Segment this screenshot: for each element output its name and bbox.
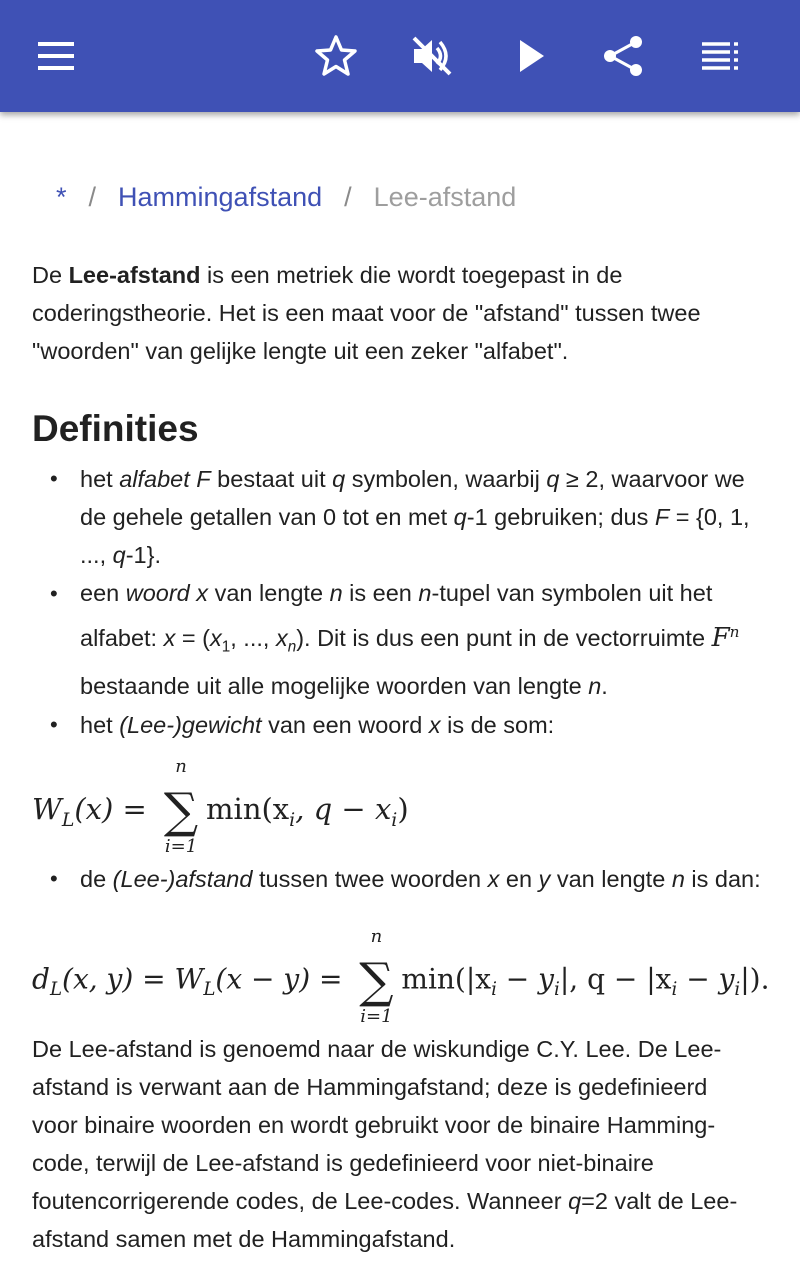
intro-paragraph: [32, 256, 772, 370]
outro-text: De Lee-afstand is genoemd naar de wiskundige C.Y. Lee. De Lee-afstand is verwant aan de Hammingafstand; deze is gedefinieerd voor binaire woorden en wordt gebruikt voor de binaire Hamming-code, terwijl de Lee-afstand is gedefinieerd voor niet-binaire foutencorrigerende codes, de Lee-codes. Wanneer: [32, 1036, 722, 1214]
list-item: • het alfabet F bestaat uit q symbolen, waarbij q ≥ 2, waarvoor we de gehele getallen van 0 tot en met q-1 gebruiken; dus F = {0, 1, ..., q-1}.: [32, 460, 772, 574]
app-bar: [0, 0, 800, 112]
intro-term: Lee-afstand: [68, 262, 201, 288]
sum-symbol: n ∑ i=1: [359, 926, 394, 1027]
breadcrumb-separator: /: [344, 182, 352, 212]
definitions-list: [32, 460, 772, 744]
mute-icon: [410, 34, 454, 78]
breadcrumb-separator: /: [88, 182, 97, 212]
list-icon: [700, 36, 740, 76]
play-button[interactable]: [498, 24, 562, 88]
outro-paragraph: [32, 1030, 752, 1258]
contents-button[interactable]: [688, 24, 752, 88]
play-icon: [510, 36, 550, 76]
definitions-list: [32, 860, 772, 898]
menu-icon: [36, 36, 76, 76]
sum-symbol: n ∑ i=1: [163, 756, 199, 857]
breadcrumb-home[interactable]: *: [56, 182, 67, 212]
lee-distance-formula: $d_L(x$, $y) = W_L(x - y)$ = n ∑ i=1 $\min(|x_i - y_i|$, $q - |x_i - y_i|$).: [32, 926, 770, 1027]
outro-text: =2 valt de Lee-afstand samen met de Hammingafstand.: [32, 1188, 738, 1252]
outro-variable: q: [568, 1188, 582, 1214]
favorite-button[interactable]: [304, 24, 368, 88]
intro-text: is een metriek die wordt toegepast in de coderingstheorie. Het is een maat voor de "afstand" tussen twee "woorden" van gelijke lengte uit een zeker "alfabet".: [32, 262, 701, 364]
intro-text: De: [32, 262, 69, 288]
lee-weight-formula: $W_L(x)$ = n ∑ i=1 $\min(x_i$, $q - x_i$): [32, 756, 409, 857]
list-item: • een woord x van lengte n is een n-tupel van symbolen uit het alfabet: $x = (x_1$, ..., $x_n$). Dit is dus een punt in de vectorruimte $F^n$ bestaande uit alle mogelijke woorden van lengte n.: [32, 574, 772, 706]
section-title: Definities: [32, 408, 199, 449]
breadcrumb: [56, 182, 516, 213]
share-button[interactable]: [592, 24, 656, 88]
mute-button[interactable]: [400, 24, 464, 88]
menu-button[interactable]: [24, 24, 88, 88]
list-item: • de (Lee-)afstand tussen twee woorden x en y van lengte n is dan:: [32, 860, 772, 898]
star-icon: [314, 34, 358, 78]
list-item: • het (Lee-)gewicht van een woord x is de som:: [32, 706, 772, 744]
breadcrumb-parent-link[interactable]: Hammingafstand: [118, 182, 323, 212]
breadcrumb-current: Lee-afstand: [373, 182, 517, 212]
share-icon: [602, 34, 646, 78]
